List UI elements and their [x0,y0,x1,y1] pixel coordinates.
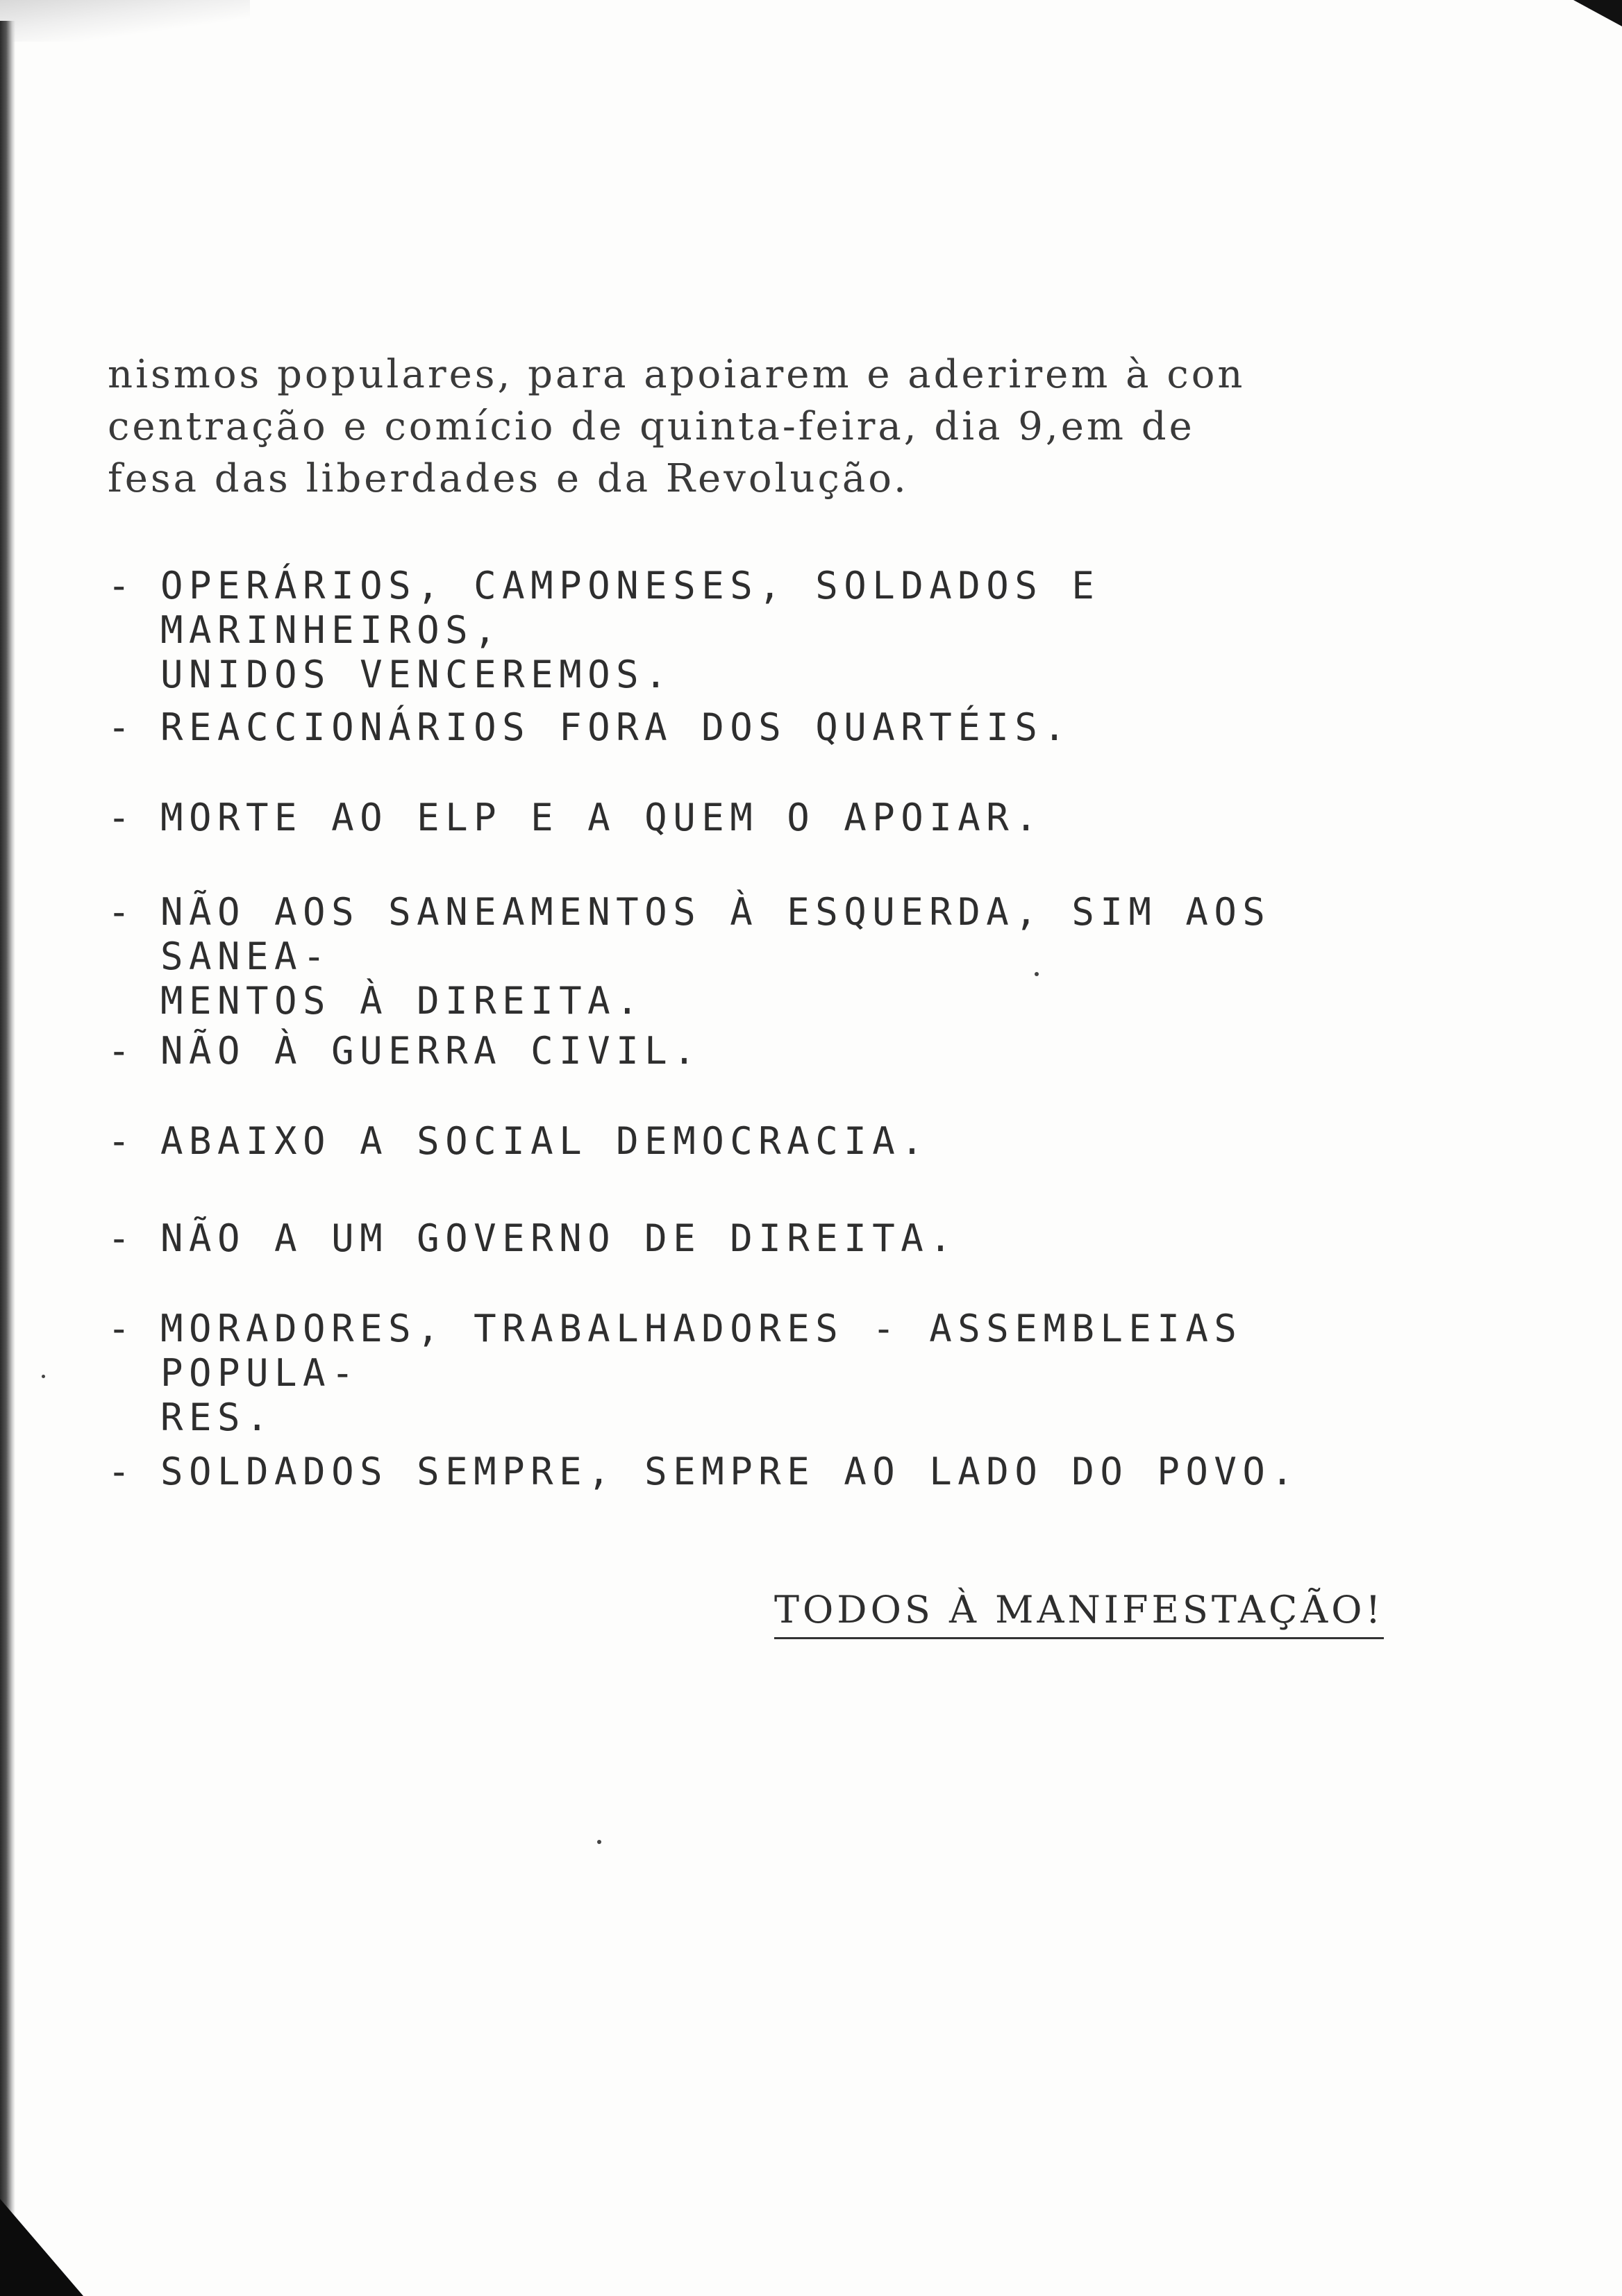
slogan-text: NÃO AOS SANEAMENTOS À ESQUERDA, SIM AOS SANEA- MENTOS À DIREITA. [160,890,1271,1023]
slogan-item [108,1216,1469,1261]
slogan-item [108,1029,1469,1073]
scan-speck [42,1375,45,1378]
slogan-text: MORADORES, TRABALHADORES - ASSEMBLEIAS POPULA- RES. [160,1307,1243,1439]
slogan-text: REACCIONÁRIOS FORA DOS QUARTÉIS. [160,705,1072,749]
slogan-dash: - [108,890,137,934]
slogan-text: MORTE AO ELP E A QUEM O APOIAR. [160,796,1044,839]
slogan-text: NÃO A UM GOVERNO DE DIREITA. [160,1216,958,1260]
slogan-dash: - [108,705,137,749]
slogan-dash: - [108,1119,137,1163]
scan-speck [597,1840,601,1844]
scan-fold-shadow [0,0,250,42]
slogan-item [108,705,1469,750]
intro-line: fesa das liberdades e da Revolução. [108,456,909,501]
slogan-text: OPERÁRIOS, CAMPONESES, SOLDADOS E MARINHEIROS, UNIDOS VENCEREMOS. [160,564,1101,696]
scan-corner-bottom-left [0,2199,83,2296]
slogan-dash: - [108,1216,137,1260]
slogan-text: ABAIXO A SOCIAL DEMOCRACIA. [160,1119,930,1163]
slogan-item [108,564,1469,697]
slogan-dash: - [108,1307,137,1350]
slogan-dash: - [108,564,137,607]
slogan-dash: - [108,1029,137,1073]
slogan-item [108,1307,1469,1440]
intro-line: centração e comício de quinta-feira, dia 9,em de [108,404,1195,449]
closing-call: TODOS À MANIFESTAÇÃO! [774,1586,1384,1639]
slogan-item [108,1119,1469,1164]
scan-corner-top-right [1573,0,1622,26]
slogan-item [108,1450,1469,1494]
scan-left-edge [0,21,15,2296]
slogan-item [108,890,1469,1023]
slogan-text: SOLDADOS SEMPRE, SEMPRE AO LADO DO POVO. [160,1450,1300,1493]
slogan-item [108,796,1469,840]
intro-line: nismos populares, para apoiarem e aderirem à con [108,352,1246,397]
slogan-dash: - [108,796,137,839]
slogan-text: NÃO À GUERRA CIVIL. [160,1029,702,1073]
slogan-dash: - [108,1450,137,1493]
intro-paragraph [108,349,1455,505]
